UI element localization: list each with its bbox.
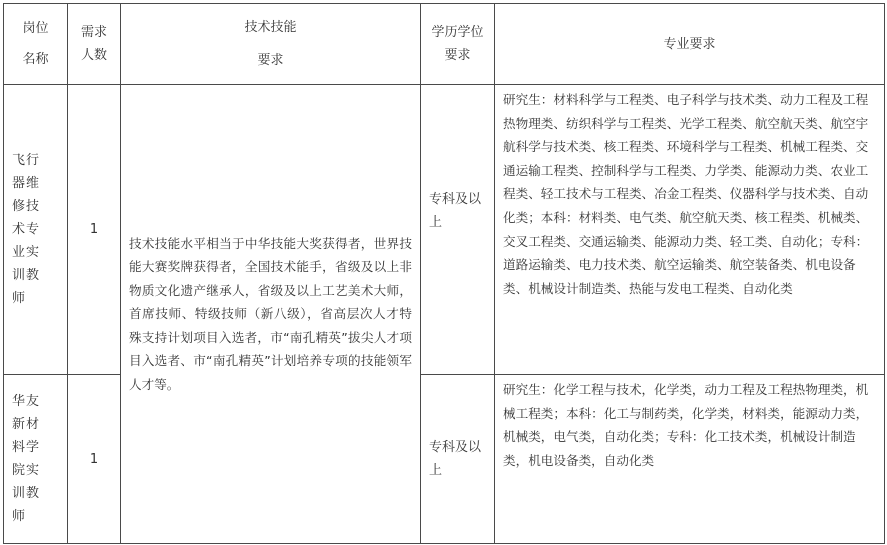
recruitment-table (3, 3, 885, 544)
header-degree-line1: 学历学位 (431, 25, 484, 40)
count-value: 1 (89, 451, 99, 467)
header-major (495, 4, 885, 85)
degree-cell (421, 85, 495, 375)
post-name-line: 修技 (12, 199, 41, 214)
header-skills (121, 4, 421, 85)
post-name-cell (4, 375, 68, 544)
header-count-line2: 人数 (80, 48, 107, 63)
header-row (4, 4, 885, 85)
header-count-line1: 需求 (80, 25, 107, 40)
post-name-line: 业实 (12, 245, 41, 260)
degree-line2: 上 (429, 463, 443, 478)
major-cell (495, 85, 885, 375)
count-value: 1 (89, 222, 99, 237)
header-post-name-line2: 名称 (22, 52, 49, 67)
post-name-line: 料学 (12, 440, 41, 455)
post-name-line: 术专 (12, 222, 41, 237)
count-cell (68, 375, 121, 544)
header-skills-line1: 技术技能 (244, 20, 297, 35)
table-row (4, 85, 885, 375)
header-post-name-line1: 岗位 (22, 21, 49, 36)
post-name-line: 训教 (12, 486, 41, 501)
skills-cell (121, 85, 421, 544)
post-name-line: 师 (12, 291, 27, 306)
header-degree-line2: 要求 (444, 48, 471, 63)
post-name-line: 器维 (12, 176, 41, 191)
header-skills-line2: 要求 (257, 53, 284, 68)
degree-line1: 专科及以 (429, 191, 482, 207)
header-post-name (4, 4, 68, 85)
count-cell (68, 85, 121, 375)
major-text: 研究生：材料科学与工程类、电子科学与技术类、动力工程及工程热物理类、纺织科学与工程类、光学工程类、航空航天类、航空宇航科学与技术类、核工程类、环境科学与工程类、机械工程类、交通运输工程类、控制科学与工程类、力学类、能源动力类、农业工程类、轻工技术与工程类、冶金工程类、仪器科学与技术类、自动化类；本科：材料类、电气类、航空航天类、核工程类、机械类、交叉工程类、交通运输类、能源动力类、轻工类、自动化；专科：道路运输类、电力技术类、航空运输类、航空装备类、机电设备类、机械设计制造类、热能与发电工程类、自动化类 (503, 92, 869, 296)
post-name-line: 飞行 (12, 153, 41, 168)
header-degree (421, 4, 495, 85)
post-name-line: 训教 (12, 268, 41, 283)
major-text: 研究生：化学工程与技术，化学类，动力工程及工程热物理类，机械工程类；本科：化工与制药类，化学类，材料类，能源动力类，机械类，电气类，自动化类；专科：化工技术类，机械设计制造类，机电设备类，自动化类 (503, 382, 869, 468)
major-cell (495, 375, 885, 544)
degree-cell (421, 375, 495, 544)
post-name-line: 院实 (12, 463, 41, 478)
skills-text: 技术技能水平相当于中华技能大奖获得者，世界技能大赛奖牌获得者，全国技术能手，省级及以上非物质文化遗产继承人，省级及以上工艺美术大师，首席技师、特级技师（新八级），省高层次人才特殊支持计划项目入选者，市“南孔精英”拔尖人才项目入选者、市“南孔精英”计划培养专项的技能领军人才等。 (129, 235, 412, 392)
header-count (68, 4, 121, 85)
header-major-label: 专业要求 (663, 36, 716, 52)
post-name-line: 师 (12, 509, 27, 524)
post-name-line: 新材 (12, 417, 41, 432)
degree-line1: 专科及以 (429, 440, 482, 455)
post-name-cell (4, 85, 68, 375)
post-name-line: 华友 (12, 394, 41, 409)
degree-line2: 上 (429, 214, 443, 230)
